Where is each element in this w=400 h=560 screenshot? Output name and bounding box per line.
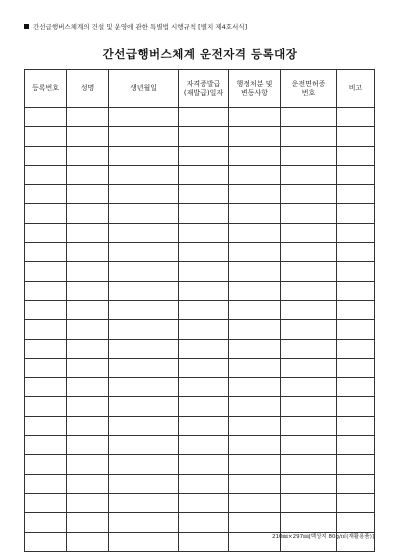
column-header [281,70,337,108]
table-cell[interactable] [229,358,281,377]
table-cell[interactable] [229,436,281,455]
column-header-text: 성명 [80,84,95,93]
table-cell[interactable] [281,416,337,435]
table-row [25,223,375,242]
table-cell[interactable] [25,223,67,242]
table-cell[interactable] [25,397,67,416]
table-cell[interactable] [67,455,109,474]
table-cell[interactable] [67,358,109,377]
table-cell[interactable] [337,320,375,339]
table-row [25,185,375,204]
table-cell[interactable] [179,243,229,262]
table-cell[interactable] [229,223,281,242]
table-cell[interactable] [179,300,229,319]
table-cell[interactable] [109,358,179,377]
table-cell[interactable] [67,185,109,204]
table-cell[interactable] [229,243,281,262]
table-cell[interactable] [25,300,67,319]
table-cell[interactable] [67,378,109,397]
table-cell[interactable] [179,165,229,184]
table-cell[interactable] [281,474,337,493]
square-bullet-icon [24,24,29,29]
table-cell[interactable] [229,185,281,204]
table-cell[interactable] [179,416,229,435]
table-cell[interactable] [25,165,67,184]
table-cell[interactable] [337,455,375,474]
column-header [109,70,179,108]
table-cell[interactable] [179,339,229,358]
table-cell[interactable] [67,108,109,127]
table-cell[interactable] [109,378,179,397]
table-cell[interactable] [25,436,67,455]
table-cell[interactable] [229,281,281,300]
table-cell[interactable] [25,358,67,377]
table-cell[interactable] [281,513,337,532]
table-cell[interactable] [281,127,337,146]
table-row [25,474,375,493]
table-cell[interactable] [109,146,179,165]
table-row [25,339,375,358]
table-cell[interactable] [281,204,337,223]
table-cell[interactable] [179,185,229,204]
table-cell[interactable] [25,108,67,127]
table-cell[interactable] [337,185,375,204]
table-cell[interactable] [67,436,109,455]
table-row [25,397,375,416]
table-cell[interactable] [337,281,375,300]
table-cell[interactable] [229,513,281,532]
table-cell[interactable] [281,493,337,512]
table-cell[interactable] [337,108,375,127]
table-cell[interactable] [281,436,337,455]
table-cell[interactable] [179,262,229,281]
table-cell[interactable] [229,146,281,165]
column-header [337,70,375,108]
table-cell[interactable] [229,378,281,397]
table-cell[interactable] [337,165,375,184]
table-cell[interactable] [281,281,337,300]
table-cell[interactable] [109,262,179,281]
table-cell[interactable] [281,223,337,242]
table-cell[interactable] [67,281,109,300]
table-cell[interactable] [179,146,229,165]
table-cell[interactable] [67,416,109,435]
table-cell[interactable] [229,455,281,474]
table-cell[interactable] [179,204,229,223]
document-title: 간선급행버스체계 운전자격 등록대장 [102,47,298,61]
table-cell[interactable] [281,243,337,262]
table-cell[interactable] [281,378,337,397]
table-cell[interactable] [109,320,179,339]
table-cell[interactable] [229,493,281,512]
table-cell[interactable] [281,146,337,165]
column-header-text: (재발급)일자 [183,88,224,97]
paper-spec-note: 210㎜×297㎜[백상지 80g/㎡(재활용품)] [272,534,374,540]
table-row [25,165,375,184]
table-row [25,358,375,377]
table-cell[interactable] [25,127,67,146]
table-cell[interactable] [109,281,179,300]
table-cell[interactable] [337,223,375,242]
table-cell[interactable] [179,436,229,455]
form-reference-text: 간선급행버스체계의 건설 및 운영에 관한 특별법 시행규칙 [별지 제4호서식] [33,23,248,31]
table-cell[interactable] [109,223,179,242]
table-header-row [25,70,375,108]
column-header [25,70,67,108]
table-cell[interactable] [179,358,229,377]
table-cell[interactable] [25,474,67,493]
table-row [25,281,375,300]
table-cell[interactable] [67,474,109,493]
table-cell[interactable] [281,165,337,184]
table-cell[interactable] [179,223,229,242]
table-row [25,320,375,339]
table-cell[interactable] [337,397,375,416]
table-cell[interactable] [229,320,281,339]
table-cell[interactable] [337,493,375,512]
table-body [25,108,375,552]
registration-table [24,69,375,552]
table-cell[interactable] [67,320,109,339]
table-cell[interactable] [25,243,67,262]
column-header [67,70,109,108]
table-cell[interactable] [179,455,229,474]
table-cell[interactable] [229,416,281,435]
table-row [25,416,375,435]
table-cell[interactable] [25,513,67,532]
table-cell[interactable] [25,185,67,204]
table-cell[interactable] [337,378,375,397]
table-row [25,513,375,532]
table-cell[interactable] [109,108,179,127]
table-cell[interactable] [337,127,375,146]
column-header [179,70,229,108]
table-cell[interactable] [229,262,281,281]
table-cell[interactable] [179,320,229,339]
table-cell[interactable] [281,320,337,339]
table-cell[interactable] [67,223,109,242]
table-row [25,300,375,319]
table-cell[interactable] [179,513,229,532]
table-cell[interactable] [179,281,229,300]
table-row [25,493,375,512]
table-cell[interactable] [179,532,229,551]
table-cell[interactable] [337,358,375,377]
table-cell[interactable] [109,493,179,512]
table-cell[interactable] [109,532,179,551]
table-cell[interactable] [25,339,67,358]
table-cell[interactable] [109,165,179,184]
table-row [25,146,375,165]
table-cell[interactable] [25,532,67,551]
table-row [25,436,375,455]
table-cell[interactable] [67,262,109,281]
table-cell[interactable] [337,204,375,223]
table-cell[interactable] [109,185,179,204]
column-header-text: 운전면허증 [291,79,326,88]
table-cell[interactable] [109,474,179,493]
table-cell[interactable] [109,436,179,455]
table-cell[interactable] [67,165,109,184]
table-cell[interactable] [337,300,375,319]
column-header-text: 번호 [301,88,316,97]
table-cell[interactable] [25,320,67,339]
table-cell[interactable] [25,262,67,281]
column-header [229,70,281,108]
table-cell[interactable] [179,474,229,493]
table-cell[interactable] [109,204,179,223]
column-header-text: 변동사항 [240,88,269,97]
table-cell[interactable] [67,243,109,262]
table-row [25,127,375,146]
column-header-text: 생년월일 [129,84,158,93]
table-cell[interactable] [179,127,229,146]
table-cell[interactable] [109,416,179,435]
table-cell[interactable] [229,397,281,416]
table-cell[interactable] [179,493,229,512]
table-cell[interactable] [179,378,229,397]
table-cell[interactable] [25,416,67,435]
table-cell[interactable] [109,300,179,319]
table-cell[interactable] [25,378,67,397]
table-cell[interactable] [281,358,337,377]
table-cell[interactable] [281,262,337,281]
table-cell[interactable] [109,339,179,358]
table-cell[interactable] [229,339,281,358]
table-cell[interactable] [25,281,67,300]
table-cell[interactable] [229,108,281,127]
table-row [25,378,375,397]
table-cell[interactable] [337,262,375,281]
table-row [25,262,375,281]
table-cell[interactable] [67,127,109,146]
table-row [25,204,375,223]
table-cell[interactable] [67,300,109,319]
table-cell[interactable] [337,416,375,435]
table-cell[interactable] [337,474,375,493]
table-cell[interactable] [67,339,109,358]
table-cell[interactable] [281,455,337,474]
table-cell[interactable] [281,108,337,127]
table-cell[interactable] [229,474,281,493]
table-cell[interactable] [109,243,179,262]
column-header-text: 자격증발급 [186,79,221,88]
table-cell[interactable] [179,108,229,127]
table-cell[interactable] [109,455,179,474]
table-cell[interactable] [25,146,67,165]
column-header-text: 비고 [348,84,363,93]
table-cell[interactable] [109,127,179,146]
form-reference-note [24,22,247,31]
table-cell[interactable] [281,185,337,204]
table-cell[interactable] [229,300,281,319]
table-cell[interactable] [67,493,109,512]
table-cell[interactable] [229,127,281,146]
table-cell[interactable] [229,204,281,223]
table-cell[interactable] [337,513,375,532]
table-cell[interactable] [179,397,229,416]
table-cell[interactable] [67,146,109,165]
table-cell[interactable] [337,243,375,262]
table-cell[interactable] [25,204,67,223]
column-header-text: 행정처분 및 [236,79,273,88]
table-cell[interactable] [281,339,337,358]
table-cell[interactable] [281,300,337,319]
table-cell[interactable] [67,513,109,532]
table-cell[interactable] [337,436,375,455]
table-cell[interactable] [281,397,337,416]
table-row [25,108,375,127]
column-header-text: 등록번호 [31,84,60,93]
table-row [25,243,375,262]
table-row [25,455,375,474]
table-cell[interactable] [109,397,179,416]
table-cell[interactable] [109,513,179,532]
table-cell[interactable] [25,493,67,512]
table-cell[interactable] [337,339,375,358]
table-cell[interactable] [67,397,109,416]
table-cell[interactable] [337,146,375,165]
table-cell[interactable] [25,455,67,474]
table-cell[interactable] [229,165,281,184]
table-cell[interactable] [67,204,109,223]
table-cell[interactable] [67,532,109,551]
